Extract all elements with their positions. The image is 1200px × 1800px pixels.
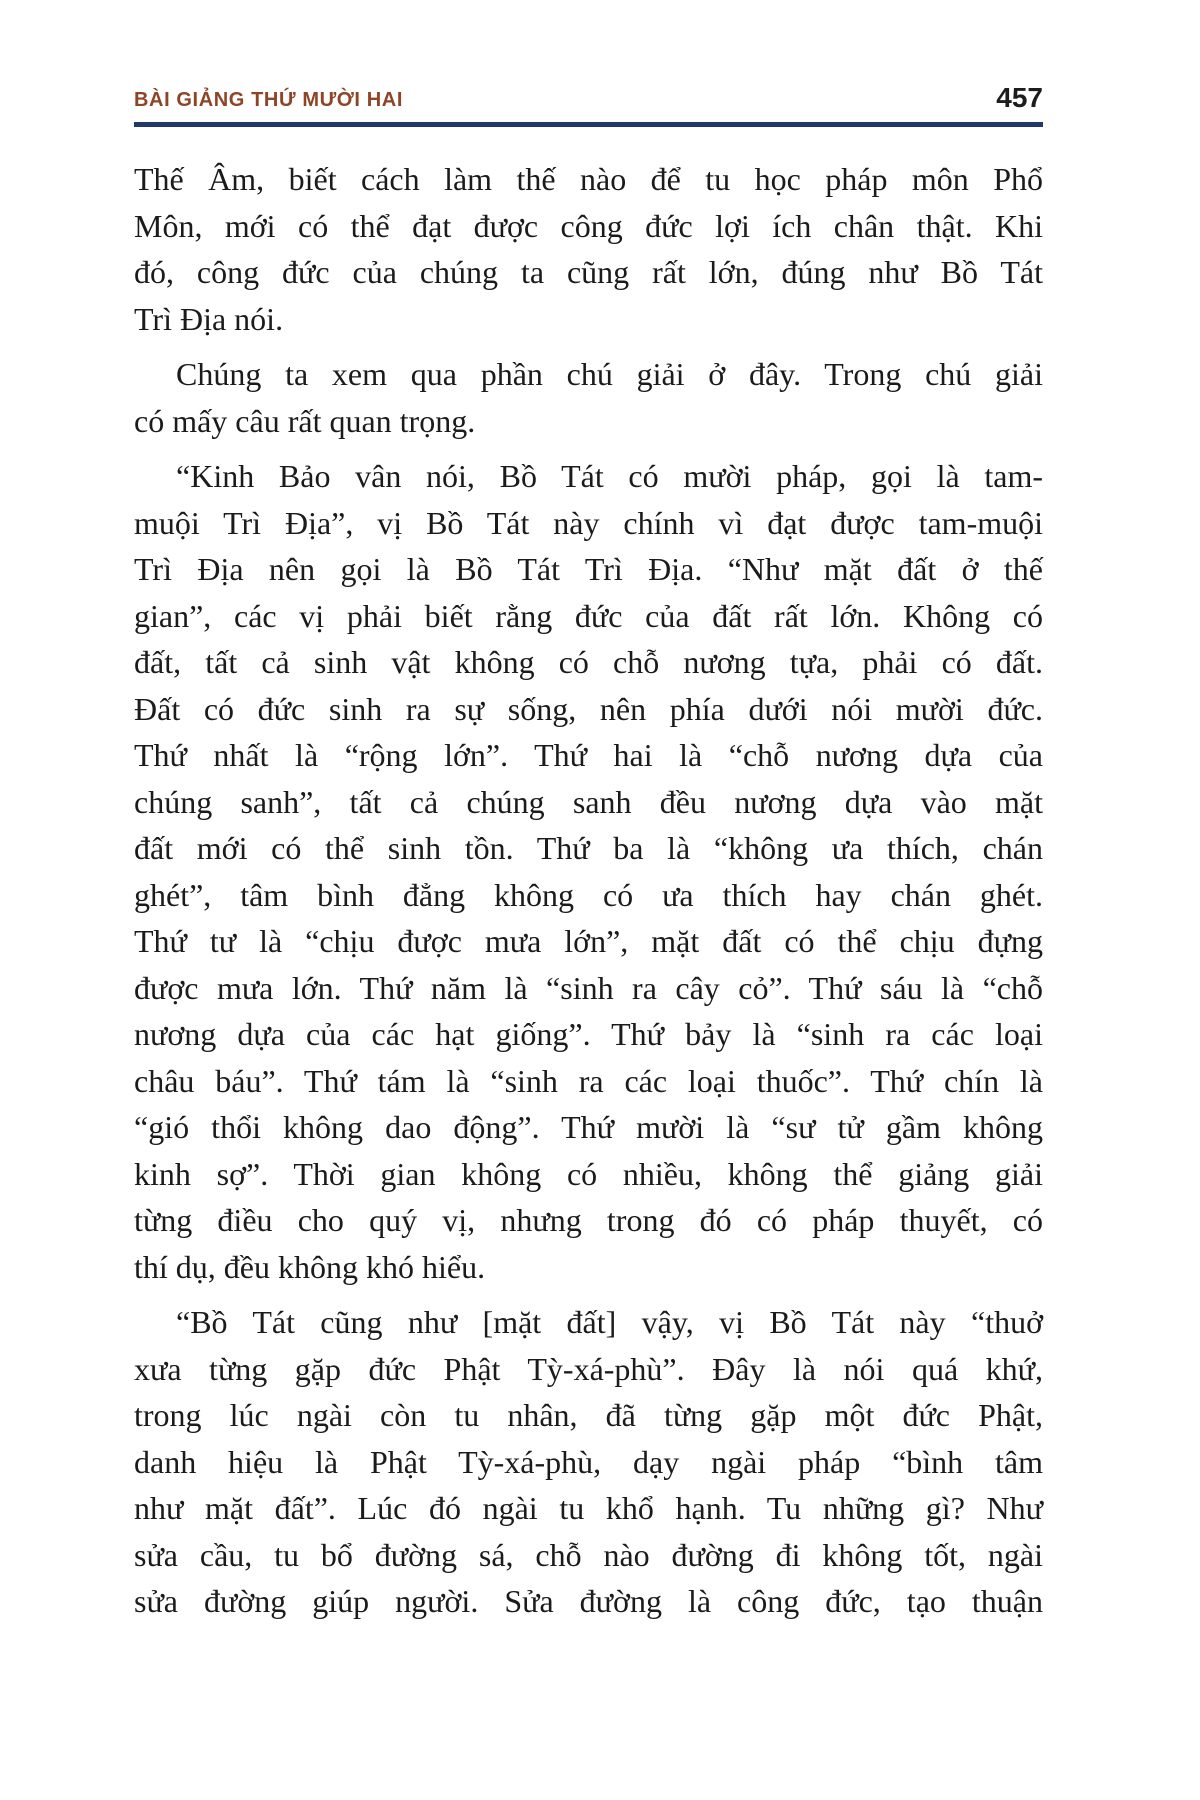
text-line: Thứ nhất là “rộng lớn”. Thứ hai là “chỗ nương dựa của [134,737,1043,773]
text-line: nương dựa của các hạt giống”. Thứ bảy là “sinh ra các loại [134,1016,1043,1052]
text-line: “gió thổi không dao động”. Thứ mười là “sư tử gầm không [134,1109,1043,1145]
text-line: “Kinh Bảo vân nói, Bồ Tát có mười pháp, gọi là tam- [176,458,1043,494]
text-line: đất, tất cả sinh vật không có chỗ nương tựa, phải có đất. [134,644,1043,680]
text-line: Thế Âm, biết cách làm thế nào để tu học pháp môn Phổ [134,161,1043,197]
text-line: Môn, mới có thể đạt được công đức lợi ích chân thật. Khi [134,207,1043,244]
text-line: chúng sanh”, tất cả chúng sanh đều nương dựa vào mặt [134,783,1043,820]
text-line: từng điều cho quý vị, nhưng trong đó có pháp thuyết, có [134,1202,1043,1238]
text-line: gian”, các vị phải biết rằng đức của đất rất lớn. Không có [134,597,1043,634]
paragraph [134,156,1043,342]
text-line: Trì Địa nói. [134,300,284,337]
text-line: xưa từng gặp đức Phật Tỳ-xá-phù”. Đây là nói quá khứ, [134,1350,1043,1387]
page-header [134,84,1043,112]
text-line: sửa cầu, tu bổ đường sá, chỗ nào đường đi không tốt, ngài [134,1536,1043,1573]
text-line: trong lúc ngài còn tu nhân, đã từng gặp một đức Phật, [134,1397,1043,1433]
text-line: danh hiệu là Phật Tỳ-xá-phù, dạy ngài pháp “bình tâm [134,1443,1043,1480]
text-line: Trì Địa nên gọi là Bồ Tát Trì Địa. “Như mặt đất ở thế [134,551,1043,587]
paragraph [134,1299,1043,1625]
text-line: có mấy câu rất quan trọng. [134,402,476,439]
text-line: ghét”, tâm bình đẳng không có ưa thích hay chán ghét. [134,876,1043,913]
running-head: BÀI GIẢNG THỨ MƯỜI HAI [134,89,403,111]
text-line: châu báu”. Thứ tám là “sinh ra các loại thuốc”. Thứ chín là [134,1062,1043,1099]
body-text-column [134,156,1043,1625]
page-number: 457 [996,82,1043,113]
text-line: được mưa lớn. Thứ năm là “sinh ra cây cỏ”. Thứ sáu là “chỗ [134,969,1043,1006]
text-line: Thứ tư là “chịu được mưa lớn”, mặt đất có thể chịu đựng [134,923,1043,959]
text-line: kinh sợ”. Thời gian không có nhiều, không thể giảng giải [134,1155,1043,1192]
paragraph [134,351,1043,444]
header-rule [134,122,1043,127]
text-line: muội Trì Địa”, vị Bồ Tát này chính vì đạt được tam-muội [134,504,1043,541]
text-line: Đất có đức sinh ra sự sống, nên phía dưới nói mười đức. [134,690,1043,727]
text-line: sửa đường giúp người. Sửa đường là công đức, tạo thuận [134,1583,1043,1619]
paragraph [134,453,1043,1290]
text-line: đất mới có thể sinh tồn. Thứ ba là “không ưa thích, chán [134,830,1043,866]
text-line: đó, công đức của chúng ta cũng rất lớn, đúng như Bồ Tát [134,254,1043,290]
text-line: thí dụ, đều không khó hiểu. [134,1248,486,1285]
text-line: Chúng ta xem qua phần chú giải ở đây. Trong chú giải [176,356,1043,392]
text-line: “Bồ Tát cũng như [mặt đất] vậy, vị Bồ Tát này “thuở [176,1304,1043,1340]
text-line: như mặt đất”. Lúc đó ngài tu khổ hạnh. Tu những gì? Như [134,1490,1043,1526]
